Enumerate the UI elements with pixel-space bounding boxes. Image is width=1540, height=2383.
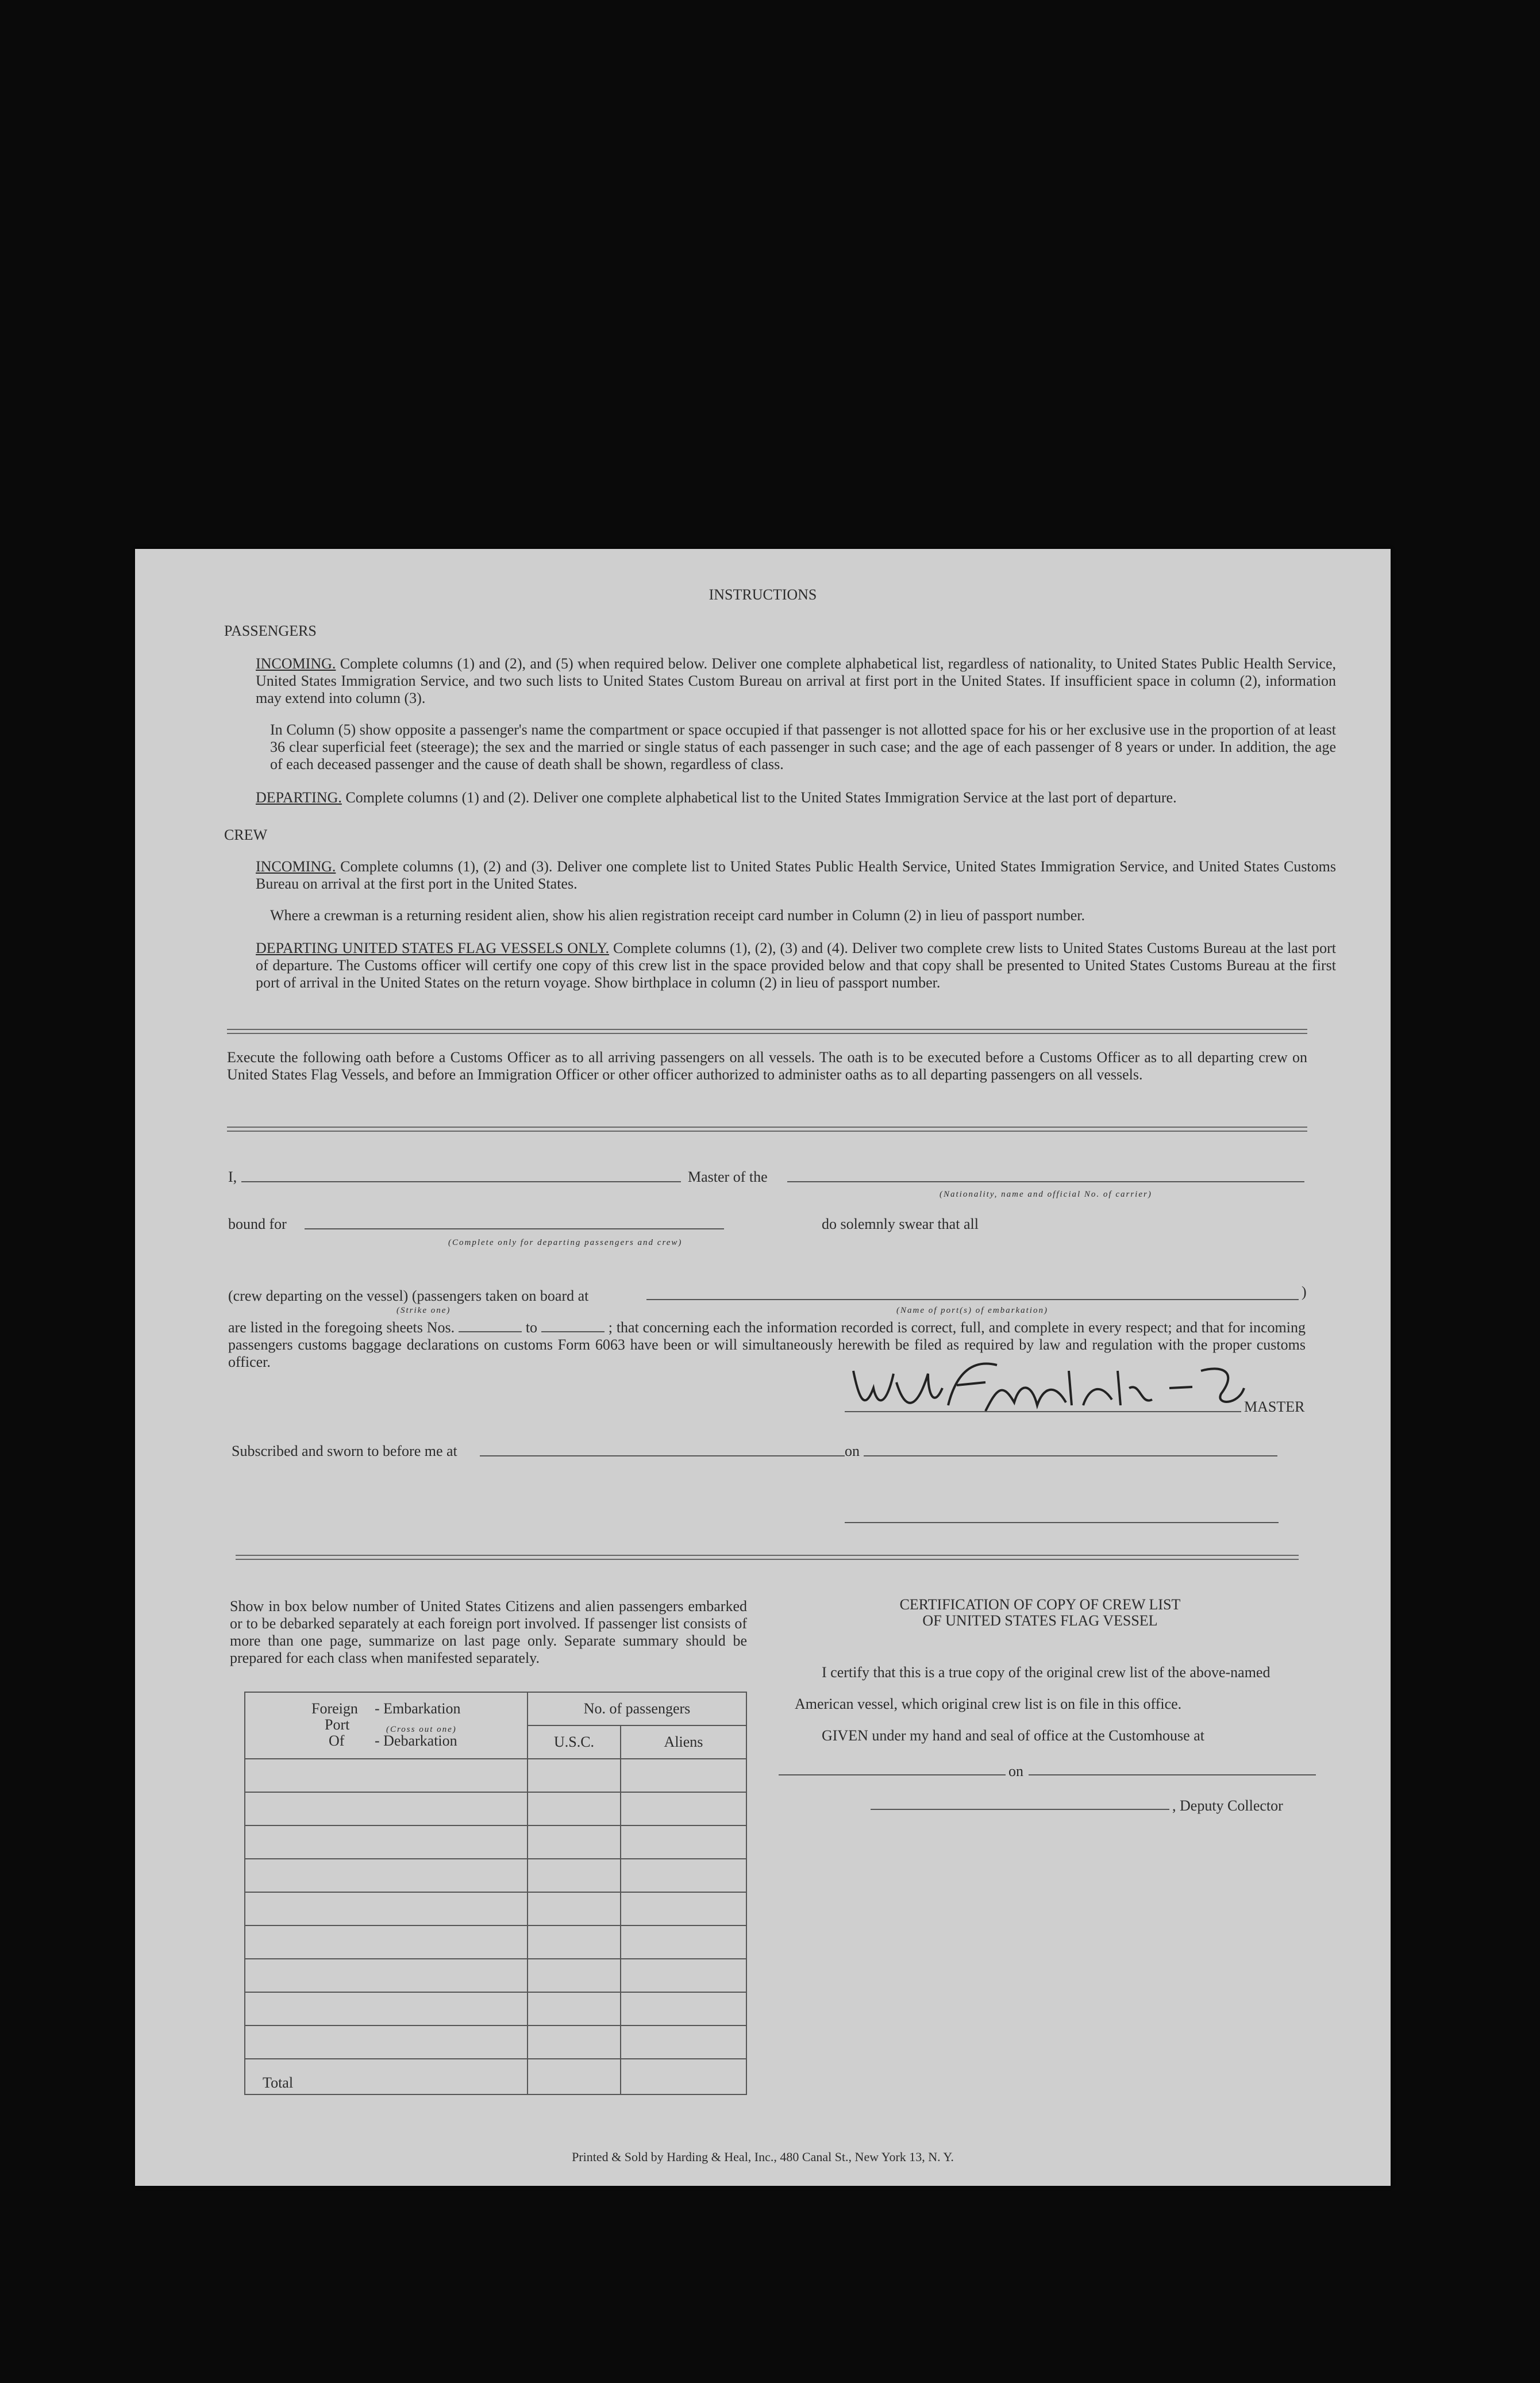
embarkation-label: - Embarkation [375,1700,461,1717]
port-header-cell [245,1692,528,1759]
port-caption: (Name of port(s) of embarkation) [896,1306,1048,1315]
table-row [245,1892,746,1925]
no-passengers-header: No. of passengers [528,1692,746,1725]
master-name-field[interactable] [241,1181,681,1182]
port-cell[interactable] [245,1959,528,1992]
aliens-cell[interactable] [621,1792,746,1825]
port-cell[interactable] [245,1792,528,1825]
bound-for-label: bound for [228,1216,287,1232]
crew-departing-text: Complete columns (1), (2), (3) and (4). Deliver two complete crew lists to United States Customs Bureau at the last port of departure. The Customs officer will certify one copy of this crew list in the space provided below and that copy shall be presented to United States Customs Bureau at the first port of arrival in the United States on the return voyage. Show birthplace in column (2) in lieu of passport number. [256,940,1336,991]
port-cell[interactable] [245,1992,528,2025]
solemnly-text: do solemnly swear that all [822,1216,979,1232]
usc-cell[interactable] [528,1759,621,1792]
usc-cell[interactable] [528,1992,621,2025]
subscribed-label: Subscribed and sworn to before me at [232,1443,457,1459]
table-row [245,1925,746,1959]
crew-incoming-label: INCOMING. [256,858,336,875]
master-signature-line[interactable] [845,1411,1241,1412]
bound-for-field[interactable] [305,1228,724,1229]
of-label: Of [329,1732,345,1749]
usc-cell[interactable] [528,1959,621,1992]
passengers-incoming-paragraph [256,655,1336,707]
subscribed-on-label: on [845,1443,860,1459]
port-cell[interactable] [245,1892,528,1925]
aliens-cell[interactable] [621,1959,746,1992]
close-paren: ) [1302,1283,1307,1300]
listed-prefix: are listed in the foregoing sheets Nos. [228,1319,455,1336]
crew-departing-label: DEPARTING UNITED STATES FLAG VESSELS ONLY. [256,940,610,956]
certification-title-1: CERTIFICATION OF COPY OF CREW LIST [899,1596,1181,1613]
port-label: Port [325,1716,350,1733]
certification-date-field[interactable] [1029,1774,1316,1775]
master-label: MASTER [1244,1398,1305,1415]
i-label: I, [228,1169,237,1185]
instructions-title: INSTRUCTIONS [709,586,817,603]
aliens-cell[interactable] [621,1925,746,1959]
embarkation-port-field[interactable] [646,1299,1299,1300]
passengers-incoming-text: Complete columns (1) and (2), and (5) when required below. Deliver one complete alphabetical list, regardless of nationality, to United States Public Health Service, United States Immigration Service, and two such lists to United States Custom Bureau on arrival at first port in the United States. If insufficient space in column (2), information may extend into column (3). [256,655,1337,706]
certification-line-2: American vessel, which original crew list is on file in this office. [795,1696,1182,1712]
oath-intro: Execute the following oath before a Customs Officer as to all arriving passengers on all vessels. The oath is to be executed before a Customs Officer as to all departing crew on United States Flag Vessels, and before an Immigration Officer or other officer authorized to administer oaths as to all departing passengers on all vessels. [227,1049,1307,1083]
certification-on-label: on [1008,1763,1023,1779]
port-cell[interactable] [245,1925,528,1959]
table-row [245,1959,746,1992]
usc-total-cell[interactable] [528,2059,621,2094]
passenger-summary-table [244,1692,747,2095]
aliens-cell[interactable] [621,1825,746,1859]
sheet-from-field[interactable] [459,1331,522,1332]
listed-to: to [525,1319,538,1336]
total-row [245,2059,746,2094]
usc-cell[interactable] [528,1859,621,1892]
listed-rest: ; that concerning each the information recorded is correct, full, and complete in every respect; and that for incoming passengers customs baggage declarations on customs Form 6063 have been or will simultaneously herewith be filed as required by law and regulation with the proper customs officer. [228,1319,1306,1370]
deputy-signature-line[interactable] [871,1809,1169,1810]
divider [227,1127,1307,1132]
usc-cell[interactable] [528,1825,621,1859]
sworn-place-field[interactable] [480,1455,845,1456]
port-cell[interactable] [245,1859,528,1892]
passengers-incoming-label: INCOMING. [256,655,336,672]
port-cell[interactable] [245,1759,528,1792]
aliens-cell[interactable] [621,2025,746,2059]
nationality-caption: (Nationality, name and official No. of carrier) [940,1190,1152,1199]
crew-heading: CREW [224,827,268,843]
table-row [245,1759,746,1792]
deputy-collector-label: , Deputy Collector [1172,1797,1283,1814]
sworn-date-field[interactable] [864,1455,1277,1456]
passengers-departing-label: DEPARTING. [256,789,342,806]
aliens-cell[interactable] [621,1892,746,1925]
port-cell[interactable] [245,1825,528,1859]
table-row [245,1992,746,2025]
divider [236,1555,1299,1560]
sheet-to-field[interactable] [541,1331,605,1332]
crew-incoming-paragraph [256,858,1336,893]
table-row [245,1859,746,1892]
debarkation-label: - Debarkation [375,1732,457,1749]
table-row [245,1792,746,1825]
usc-header: U.S.C. [528,1725,621,1759]
aliens-cell[interactable] [621,1759,746,1792]
master-of-label: Master of the [688,1169,768,1185]
port-cell[interactable] [245,2025,528,2059]
officer-signature-line[interactable] [845,1522,1279,1523]
strike-caption: (Strike one) [396,1306,451,1315]
printer-footer: Printed & Sold by Harding & Heal, Inc., 480 Canal St., New York 13, N. Y. [572,2150,954,2164]
crew-departing-text: (crew departing on the vessel) (passengers taken on board at [228,1287,589,1304]
passengers-column5-paragraph: In Column (5) show opposite a passenger's name the compartment or space occupied if that passenger is not allotted space for his or her exclusive use in the proportion of at least 36 clear superficial feet (steerage); the sex and the married or single status of each passenger in such case; and the age of each passenger of 8 years or under. In addition, the age of each deceased passenger and the cause of death shall be shown, regardless of class. [270,721,1336,772]
aliens-header: Aliens [621,1725,746,1759]
certification-line-3: GIVEN under my hand and seal of office at the Customhouse at [822,1727,1204,1744]
usc-cell[interactable] [528,1892,621,1925]
passengers-departing-text: Complete columns (1) and (2). Deliver one complete alphabetical list to the United States Immigration Service at the last port of departure. [345,789,1177,806]
foreign-label: Foreign [311,1700,358,1717]
aliens-total-cell[interactable] [621,2059,746,2094]
passengers-departing-paragraph [256,789,1336,806]
aliens-cell[interactable] [621,1859,746,1892]
vessel-field[interactable] [787,1181,1304,1182]
total-label: Total [245,2059,528,2094]
usc-cell[interactable] [528,1792,621,1825]
passengers-heading: PASSENGERS [224,622,317,639]
crew-departing-paragraph [256,940,1336,991]
certification-line-1: I certify that this is a true copy of the original crew list of the above-named [822,1664,1270,1681]
summary-instructions: Show in box below number of United States Citizens and alien passengers embarked or to be debarked separately at each foreign port involved. If passenger list consists of more than one page, summarize on last page only. Separate summary should be prepared for each class when manifested separately. [230,1598,747,1666]
table-row [245,2025,746,2059]
table-row [245,1825,746,1859]
document-page [135,549,1391,2186]
cross-out-caption: (Cross out one) [386,1725,457,1734]
usc-cell[interactable] [528,1925,621,1959]
divider [227,1029,1307,1034]
certification-title-2: OF UNITED STATES FLAG VESSEL [922,1612,1158,1629]
customhouse-field[interactable] [779,1774,1006,1775]
usc-cell[interactable] [528,2025,621,2059]
crew-incoming-text: Complete columns (1), (2) and (3). Deliver one complete list to United States Public Health Service, United States Immigration Service, and United States Customs Bureau on arrival at the first port in the United States. [256,858,1337,892]
aliens-cell[interactable] [621,1992,746,2025]
complete-caption: (Complete only for departing passengers and crew) [448,1238,683,1247]
crew-returning-paragraph: Where a crewman is a returning resident alien, show his alien registration receipt card number in Column (2) in lieu of passport number. [270,907,1085,924]
